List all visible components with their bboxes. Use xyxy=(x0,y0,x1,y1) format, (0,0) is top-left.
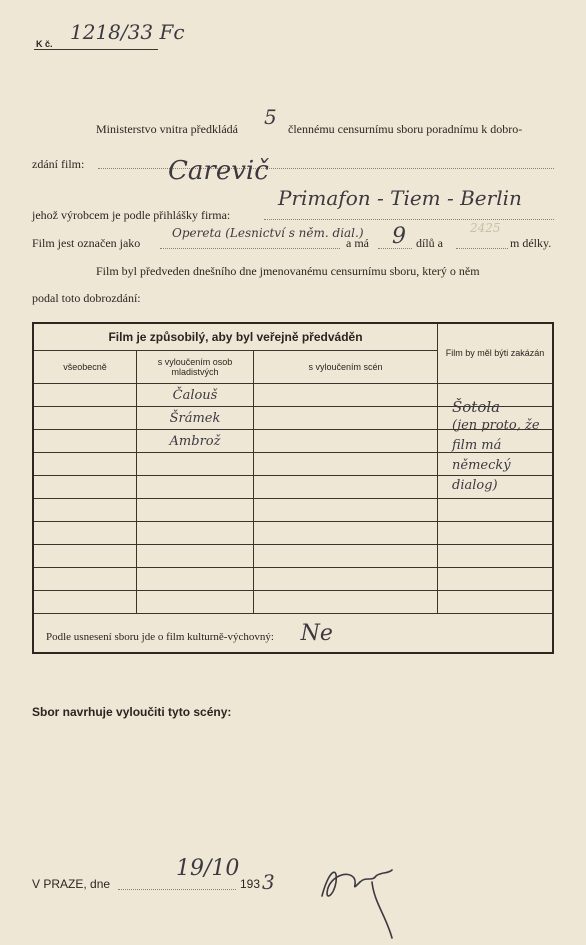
marked-label: Film jest označen jako xyxy=(32,236,141,250)
table-row xyxy=(33,545,553,568)
banned-entry-5: dialog) xyxy=(452,478,498,493)
intro-line1-after: člennému censurnímu sboru poradnímu k dobro- xyxy=(288,122,523,136)
footer-value: Ne xyxy=(300,620,333,646)
table-row xyxy=(33,522,553,545)
signature-scribble xyxy=(314,852,410,942)
length-value: 2425 xyxy=(470,221,501,235)
scenes-heading: Sbor navrhuje vyloučiti tyto scény: xyxy=(32,705,232,719)
film-title: Carevič xyxy=(168,156,269,186)
producer: Primafon - Tiem - Berlin xyxy=(278,186,522,210)
intro-line2: zdání film: xyxy=(32,157,85,171)
year-handwritten: 3 xyxy=(262,870,275,894)
header-banned: Film by měl býti zakázán xyxy=(438,323,554,384)
producer-label: jehož výrobcem je podle přihlášky firma: xyxy=(32,208,231,222)
col-youth: s vyloučením osob mladistvých xyxy=(137,351,254,384)
intro-line1-before: Ministerstvo vnitra předkládá xyxy=(96,122,238,136)
parts-label: a má xyxy=(346,236,369,250)
producer-line xyxy=(264,219,554,220)
banned-entry-2: (jen proto, že xyxy=(452,418,540,433)
table-row xyxy=(33,499,553,522)
youth-entry-3: Ambrož xyxy=(137,430,254,453)
member-count: 5 xyxy=(264,105,277,129)
banned-entry-1: Šotola xyxy=(452,398,501,416)
place-date-label: V PRAZE, dne xyxy=(32,877,111,891)
ref-underline xyxy=(34,49,158,50)
year-prefix: 193 xyxy=(240,877,261,891)
banned-entry-3: film má xyxy=(452,438,502,453)
table-row xyxy=(33,591,553,614)
length-line xyxy=(456,248,508,249)
youth-entry-1: Čalouš xyxy=(137,384,254,407)
length-unit: m délky. xyxy=(510,236,552,250)
youth-entry-2: Šrámek xyxy=(137,407,254,430)
marked-as: Opereta (Lesnictví s něm. dial.) xyxy=(172,226,364,240)
header-main: Film je způsobilý, aby byl veřejně předváděn xyxy=(33,323,438,351)
banned-entry-4: německý xyxy=(452,458,511,473)
date-line xyxy=(118,889,236,890)
col-scenes: s vyloučením scén xyxy=(254,351,438,384)
parts-count: 9 xyxy=(392,224,406,249)
ref-number: 1218/33 Fc xyxy=(70,20,185,44)
film-title-line xyxy=(98,168,554,169)
date-handwritten: 19/10 xyxy=(176,856,240,881)
footer-label: Podle usnesení sboru jde o film kulturně-výchovný: xyxy=(46,630,274,643)
parts-unit: dílů a xyxy=(416,236,443,250)
col-general: všeobecně xyxy=(33,351,137,384)
shown-line: Film byl předveden dnešního dne jmenovanému censurnímu sboru, který o něm xyxy=(96,264,480,278)
shown-line2: podal toto dobrozdání: xyxy=(32,291,141,305)
banned-notes xyxy=(452,400,552,492)
footer-cell xyxy=(33,614,553,654)
marked-line xyxy=(160,248,340,249)
table-row xyxy=(33,568,553,591)
ref-prefix: K č. xyxy=(36,39,53,49)
